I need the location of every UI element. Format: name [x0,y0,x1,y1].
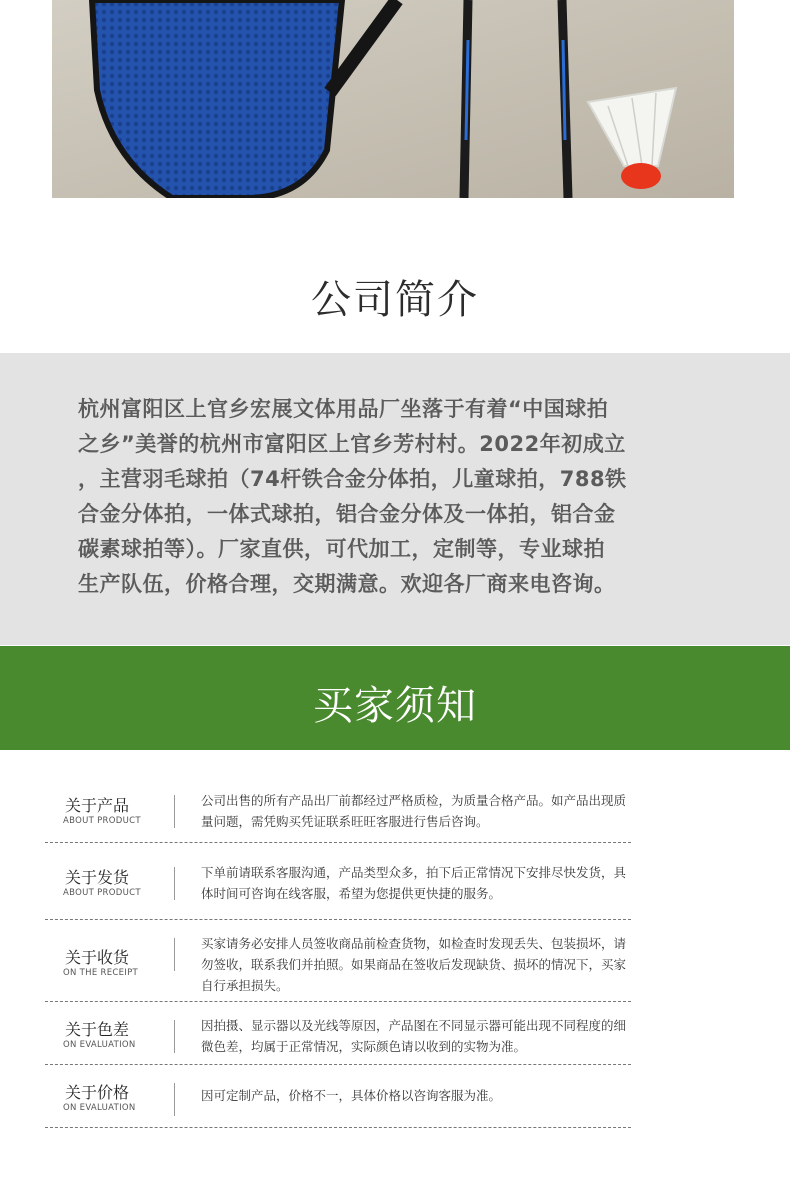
dashed-separator [45,1064,631,1065]
divider-bar [174,867,175,900]
notice-item-subtitle: ABOUT PRODUCT [63,888,141,898]
intro-line: 杭州富阳区上官乡宏展文体用品厂坐落于有着“中国球拍 [78,397,609,421]
notice-line: 自行承担损失。 [201,978,289,993]
notice-item-title: 关于产品 [65,796,130,815]
intro-line: 之乡”美誉的杭州市富阳区上官乡芳村村。2022年初成立 [78,432,626,456]
company-intro-title: 公司简介 [311,277,479,323]
badminton-set-illustration [52,0,734,198]
dashed-separator [45,919,631,920]
divider-bar [174,795,175,828]
notice-item-title: 关于发货 [65,868,130,887]
notice-line: 公司出售的所有产品出厂前都经过严格质检，为质量合格产品。如产品出现质 [201,793,627,808]
company-intro-text [78,392,714,602]
notice-item-title: 关于价格 [65,1083,130,1102]
buyer-notice-title: 买家须知 [313,683,477,729]
notice-item-title: 关于色差 [65,1020,130,1039]
notice-line: 买家请务必安排人员签收商品前检查货物，如检查时发现丢失、包装损坏，请 [201,936,627,951]
notice-item-text [201,1015,675,1057]
notice-item-subtitle: ON EVALUATION [63,1103,136,1113]
notice-item-subtitle: ON EVALUATION [63,1040,136,1050]
notice-item-text [201,790,675,832]
dashed-separator [45,1001,631,1002]
intro-line: 碳素球拍等）。厂家直供，可代加工，定制等，专业球拍 [78,537,605,561]
notice-item-text [201,862,675,904]
divider-bar [174,1083,175,1116]
notice-item-color [45,1015,675,1061]
notice-item-price [45,1078,675,1122]
notice-item-receipt [45,933,675,997]
divider-bar [174,938,175,971]
notice-line: 量问题，需凭购买凭证联系旺旺客服进行售后咨询。 [201,814,489,829]
notice-item-text [201,933,675,996]
notice-line: 体时间可咨询在线客服，希望为您提供更快捷的服务。 [201,886,502,901]
notice-line: 下单前请联系客服沟通，产品类型众多，拍下后正常情况下安排尽快发货，具 [201,865,627,880]
notice-item-product [45,790,675,840]
notice-item-title: 关于收货 [65,948,130,967]
intro-line: 生产队伍，价格合理，交期满意。欢迎各厂商来电咨询。 [78,572,616,596]
intro-line: 合金分体拍，一体式球拍，铝合金分体及一体拍，铝合金 [78,502,616,526]
notice-item-text [201,1085,675,1106]
dashed-separator [45,842,631,843]
notice-line: 因拍摄、显示器以及光线等原因，产品图在不同显示器可能出现不同程度的细 [201,1018,627,1033]
intro-line: ，主营羽毛球拍（74杆铁合金分体拍，儿童球拍，788铁 [78,467,627,491]
product-photo [52,0,734,198]
dashed-separator [45,1127,631,1128]
notice-item-subtitle: ON THE RECEIPT [63,968,139,978]
notice-line: 勿签收，联系我们并拍照。如果商品在签收后发现缺货、损坏的情况下，买家 [201,957,627,972]
notice-item-shipping [45,862,675,912]
divider-bar [174,1020,175,1053]
notice-line: 因可定制产品，价格不一，具体价格以咨询客服为准。 [201,1088,502,1103]
notice-item-subtitle: ABOUT PRODUCT [63,816,141,826]
notice-line: 微色差，均属于正常情况，实际颜色请以收到的实物为准。 [201,1039,527,1054]
